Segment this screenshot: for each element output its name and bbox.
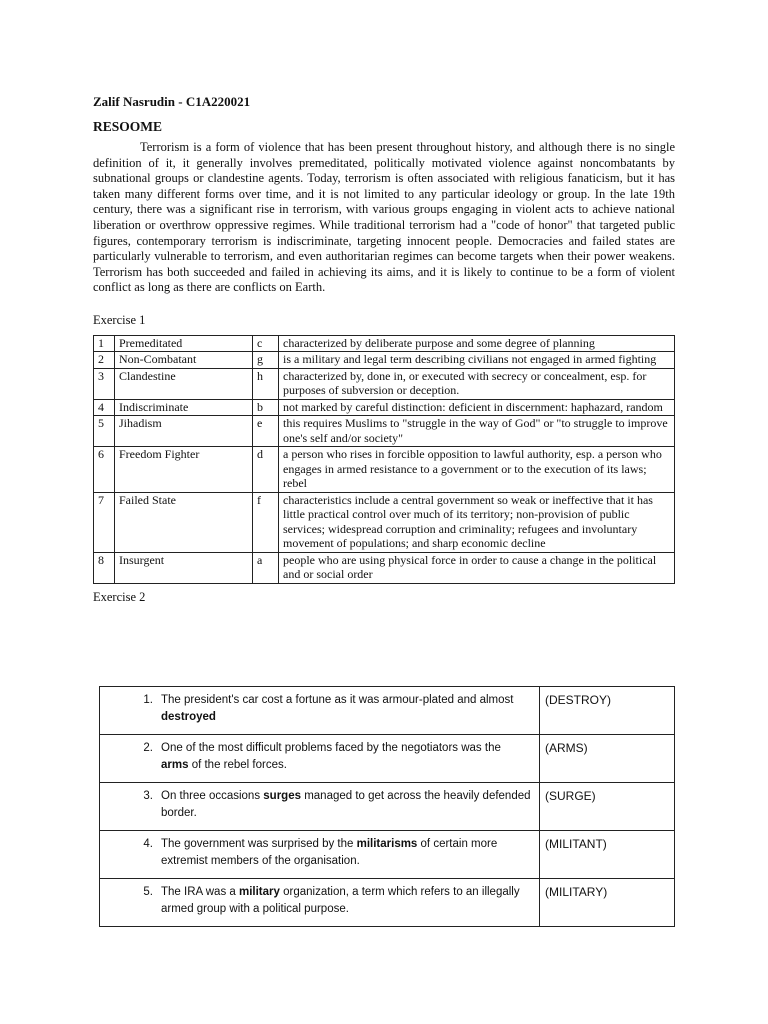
root-word-cell: (SURGE) — [540, 783, 675, 831]
exercise-2-table — [99, 686, 675, 927]
term-cell: Insurgent — [115, 552, 253, 583]
definition-cell: not marked by careful distinction: deficient in discernment: haphazard, random — [279, 399, 675, 416]
sentence-before: On three occasions — [161, 790, 264, 802]
term-cell: Clandestine — [115, 368, 253, 399]
sentence-cell — [100, 687, 540, 735]
answer-letter: c — [253, 335, 279, 352]
answer-letter: b — [253, 399, 279, 416]
sentence-before: The IRA was a — [161, 886, 239, 898]
term-cell: Failed State — [115, 492, 253, 552]
exercise-2-container — [99, 686, 675, 927]
answer-letter: d — [253, 447, 279, 493]
root-word-cell: (MILITANT) — [540, 831, 675, 879]
row-number: 8 — [94, 552, 115, 583]
answer-letter: f — [253, 492, 279, 552]
table-row — [94, 399, 675, 416]
row-number: 1 — [94, 335, 115, 352]
sentence-after: organization, a term which refers to an illegally armed group with a political purpose. — [161, 886, 520, 915]
sentence-text — [161, 692, 531, 725]
author-line: Zalif Nasrudin - C1A220021 — [93, 94, 251, 109]
definition-cell: people who are using physical force in order to cause a change in the political and or social order — [279, 552, 675, 583]
term-cell: Freedom Fighter — [115, 447, 253, 493]
answer-word: surges — [263, 790, 301, 802]
term-cell: Premeditated — [115, 335, 253, 352]
row-number: 7 — [94, 492, 115, 552]
row-number: 4 — [94, 399, 115, 416]
document-body — [93, 94, 675, 612]
sentence-before: The government was surprised by the — [161, 838, 357, 850]
row-number: 3 — [94, 368, 115, 399]
answer-letter: a — [253, 552, 279, 583]
answer-letter: g — [253, 352, 279, 369]
table-row — [100, 831, 675, 879]
root-word-cell: (ARMS) — [540, 735, 675, 783]
table-row — [94, 492, 675, 552]
sentence-text — [161, 788, 531, 821]
item-number: 4. — [143, 838, 153, 850]
item-number: 5. — [143, 886, 153, 898]
sentence-cell — [100, 831, 540, 879]
summary-paragraph: Terrorism is a form of violence that has been present throughout history, and although there is no single definition of it, it generally involves premeditated, politically motivated violence against noncombatants by subnational groups or clandestine agents. Today, terrorism is often associated with religious fanaticism, but it has taken many different forms over time, and it is not limited to any particular ideology or group. In the late 19th century, there was a significant rise in terrorism, with various groups engaging in violent acts to achieve national liberation or overthrow oppressive regimes. While traditional terrorism had a "code of honor" that targeted public figures, contemporary terrorism is indiscriminate, targeting innocent people. Democracies and failed states are particularly vulnerable to terrorism, and even authoritarian regimes can become targets when their power weakens. Terrorism has both succeeded and failed in achieving its aims, and it is likely to continue to be a form of violent conflict as long as there are conflicts on Earth. — [93, 140, 675, 295]
term-cell: Indiscriminate — [115, 399, 253, 416]
table-row — [94, 352, 675, 369]
exercise-2-label: Exercise 2 — [93, 589, 146, 604]
sentence-after: managed to get across the heavily defended border. — [161, 790, 531, 819]
root-word-cell: (MILITARY) — [540, 879, 675, 927]
item-number: 3. — [143, 790, 153, 802]
exercise-1-label: Exercise 1 — [93, 312, 146, 327]
table-row — [100, 687, 675, 735]
answer-letter: h — [253, 368, 279, 399]
item-number: 2. — [143, 742, 153, 754]
sentence-cell — [100, 879, 540, 927]
row-number: 6 — [94, 447, 115, 493]
sentence-before: One of the most difficult problems faced by the negotiators was the — [161, 742, 501, 754]
table-row — [100, 783, 675, 831]
sentence-after: of certain more extremist members of the organisation. — [161, 838, 498, 867]
definition-cell: characterized by deliberate purpose and some degree of planning — [279, 335, 675, 352]
table-row — [94, 368, 675, 399]
table-row — [94, 416, 675, 447]
root-word-cell: (DESTROY) — [540, 687, 675, 735]
definition-cell: is a military and legal term describing civilians not engaged in armed fighting — [279, 352, 675, 369]
sentence-text — [161, 740, 531, 773]
answer-word: militarisms — [356, 838, 418, 850]
sentence-after: of the rebel forces. — [188, 758, 287, 771]
row-number: 2 — [94, 352, 115, 369]
definition-cell: characterized by, done in, or executed with secrecy or concealment, esp. for purposes of subversion or deception. — [279, 368, 675, 399]
table-row — [100, 735, 675, 783]
table-row — [94, 447, 675, 493]
term-cell: Non-Combatant — [115, 352, 253, 369]
sentence-cell — [100, 735, 540, 783]
item-number: 1. — [143, 694, 153, 706]
sentence-text — [161, 884, 531, 917]
table-row — [100, 879, 675, 927]
exercise-1-table — [93, 335, 675, 584]
answer-word: military — [238, 886, 280, 898]
sentence-text — [161, 836, 531, 869]
sentence-cell — [100, 783, 540, 831]
definition-cell: characteristics include a central government so weak or ineffective that it has little practical control over much of its territory; non-provision of public services; widespread corruption and criminality; refugees and involuntary movement of populations; and sharp economic decline — [279, 492, 675, 552]
page-title: RESOOME — [93, 119, 163, 134]
answer-word: destroyed — [161, 710, 216, 723]
answer-word: arms — [161, 758, 189, 771]
table-row — [94, 335, 675, 352]
sentence-before: The president's car cost a fortune as it was armour-plated and almost — [161, 694, 514, 706]
table-row — [94, 552, 675, 583]
row-number: 5 — [94, 416, 115, 447]
answer-letter: e — [253, 416, 279, 447]
term-cell: Jihadism — [115, 416, 253, 447]
definition-cell: this requires Muslims to "struggle in the way of God" or "to struggle to improve one's self and/or society" — [279, 416, 675, 447]
definition-cell: a person who rises in forcible opposition to lawful authority, esp. a person who engages in armed resistance to a government or to the execution of its laws; rebel — [279, 447, 675, 493]
